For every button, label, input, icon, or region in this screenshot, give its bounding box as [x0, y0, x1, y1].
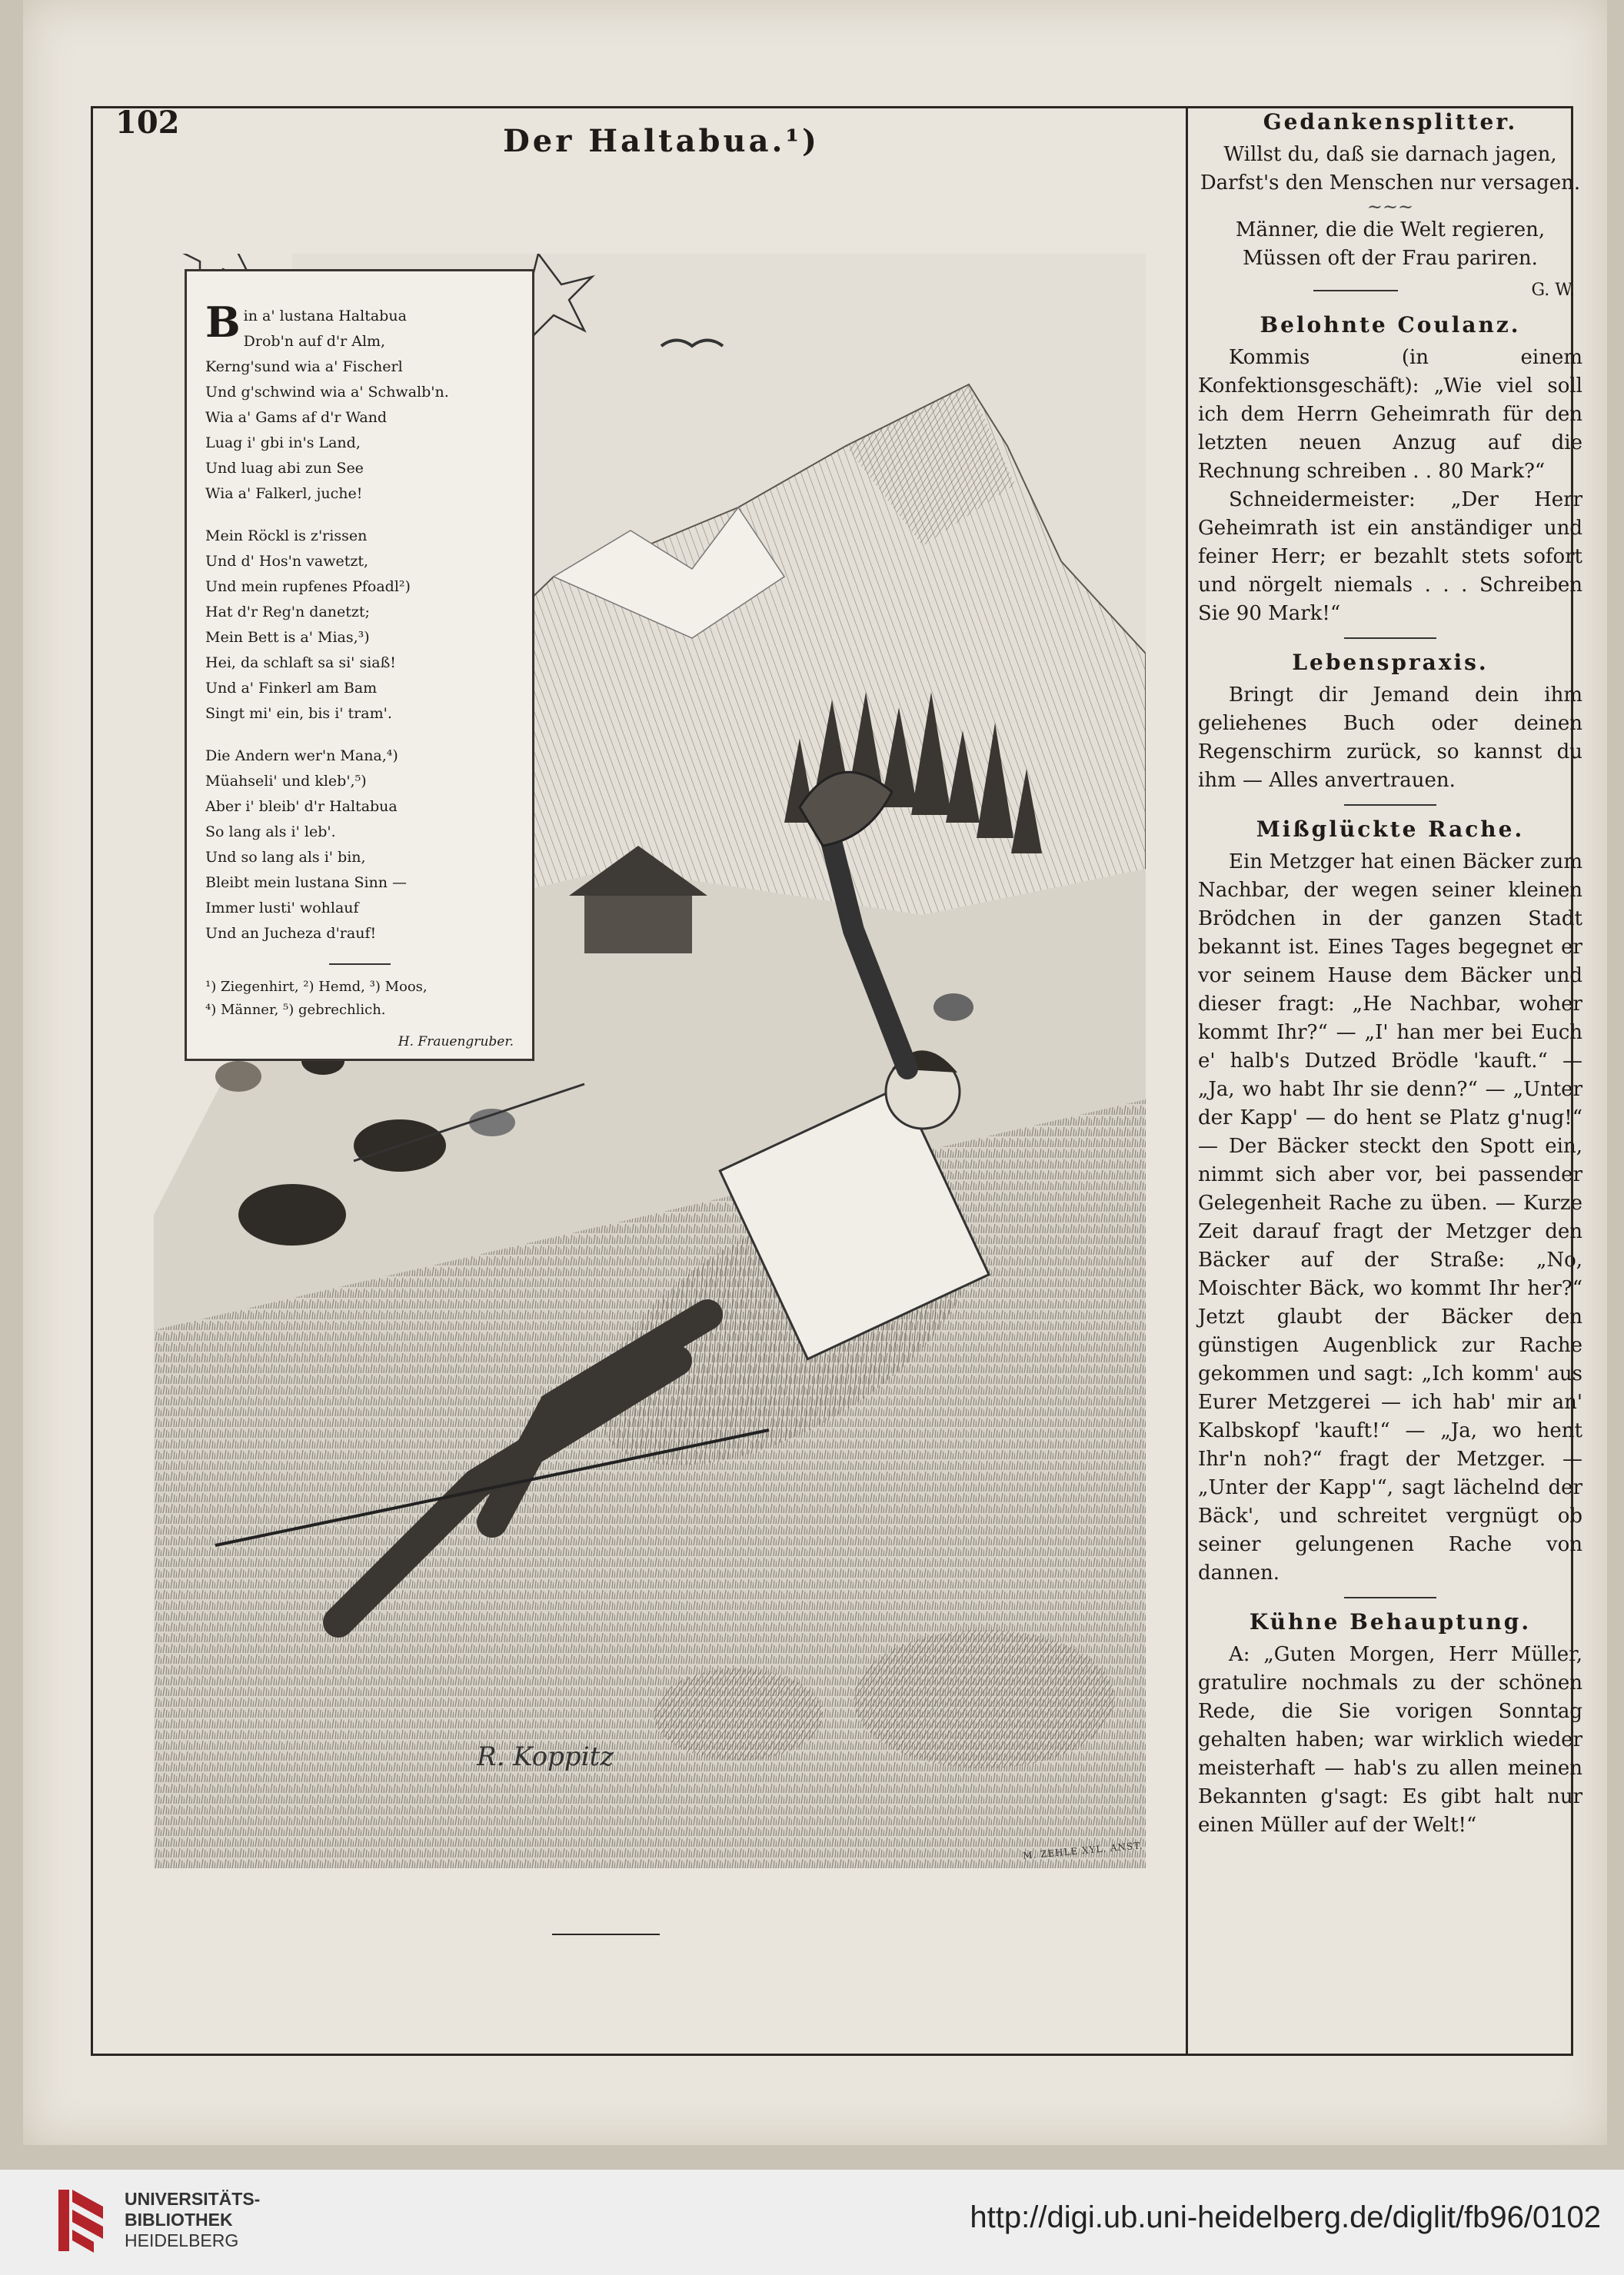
poem-line: Und an Jucheza d'rauf! [205, 925, 377, 942]
logo-line: HEIDELBERG [125, 2230, 239, 2250]
logo-line: UNIVERSITÄTS- [125, 2189, 261, 2209]
poem-stanza-1 [205, 298, 514, 507]
poem-line: Und a' Finkerl am Bam [205, 680, 378, 697]
poem-line: Drob'n auf d'r Alm, [243, 333, 386, 350]
aphorism-line: Willst du, daß sie darnach jagen, [1223, 143, 1557, 166]
source-url-link[interactable]: http://digi.ub.uni-heidelberg.de/diglit/fb96/0102 [970, 2200, 1601, 2234]
poem-line: Bleibt mein lustana Sinn — [205, 874, 408, 891]
aphorism-line: Darfst's den Menschen nur versagen. [1200, 171, 1581, 195]
poem-line: Und d' Hos'n vawetzt, [205, 553, 369, 570]
section-divider [1344, 804, 1436, 806]
poem-line: Mein Röckl is z'rissen [205, 527, 368, 544]
poem-author: H. Frauengruber. [398, 1034, 514, 1049]
poem-dropcap: B [205, 298, 241, 347]
aphorism-line: Männer, die die Welt regieren, [1235, 218, 1546, 241]
section-title-belohnte-coulanz: Belohnte Coulanz. [1260, 312, 1521, 338]
poem-line: Singt mi' ein, bis i' tram'. [205, 705, 392, 722]
poem-line: Mein Bett is a' Mias,³) [205, 629, 370, 646]
poem-line: in a' lustana Haltabua [243, 308, 407, 324]
section-paragraph: Ein Metzger hat einen Bäcker zum Nachbar, der wegen seiner kleinen Brödchen in der ganzen Stadt bekannt ist. Eines Tages begegnet er vor seinem Hause dem Bäcker und dieser fragt: „He Nachbar, woher kommt Ihr?“ — „I' han mer bei Euch e' halb's Dutzed Brödle 'kauft.“ — „Ja, wo habt Ihr sie denn?“ — „Unter der Kapp' — do hent se Platz g'nug!“ — Der Bäcker steckt den Spott ein, nimmt sich aber vor, bei passender Gelegenheit Rache zu üben. — Kurze Zeit darauf fragt der Metzger den Bäcker auf der Straße: „No, Moischter Bäck, wo kommt Ihr her?“ Jetzt glaubt der Bäcker den günstigen Augenblick zur Rache gekommen und sagt: „Ich komm' aus Eurer Metzgerei — ich hab' mir an' Kalbskopf 'kauft!“ — „Ja, wo hent Ihr'n noh?“ fragt der Metzger. — „Unter der Kapp'“, sagt lächelnd der Bäck', und schreitet vergnügt ob seiner gelungenen Rache von dannen. [1198, 850, 1582, 1585]
section-paragraph: Schneidermeister: „Der Herr Geheimrath ist ein anständiger und feiner Herr; er bezahlt stets sofort und nörgelt niemals . . . Schreiben Sie 90 Mark!“ [1198, 488, 1582, 625]
footnote-line: ¹) Ziegenhirt, ²) Hemd, ³) Moos, [205, 979, 428, 995]
footnote-line: ⁴) Männer, ⁵) gebrechlich. [205, 1002, 386, 1018]
section-title-gedankensplitter: Gedankensplitter. [1263, 109, 1518, 135]
poem-line: Und g'schwind wia a' Schwalb'n. [205, 384, 449, 401]
library-logo-text[interactable] [125, 2189, 260, 2251]
page-title: Der Haltabua.¹) [503, 123, 820, 159]
poem-line: So lang als i' leb'. [205, 823, 336, 840]
section-paragraph: A: „Guten Morgen, Herr Müller, gratulire nochmals zu der schönen Rede, die Sie vorigen Sonntag gehalten haben; war wirklich wieder meisterhaft — hab's zu allen meinen Bekannten g'sagt: Es gibt halt nur einen Müller auf der Welt!“ [1198, 1643, 1582, 1837]
poem-line: Und mein rupfenes Pfoadl²) [205, 578, 411, 595]
section-paragraph: Bringt dir Jemand dein ihm geliehenes Buch oder deinen Regenschirm zurück, so kannst du ihm — Alles anvertrauen. [1198, 683, 1582, 792]
column-rule [1186, 106, 1188, 2056]
poem-divider [329, 963, 391, 965]
poem-stanza-2 [205, 524, 514, 727]
logo-line: BIBLIOTHEK [125, 2210, 233, 2230]
poem-line: Die Andern wer'n Mana,⁴) [205, 747, 398, 764]
poem-stanza-3 [205, 743, 514, 946]
poem-line: Und luag abi zun See [205, 460, 364, 477]
engraver-credit: M. ZEHLE XYL. ANST. [1022, 1840, 1143, 1861]
section-divider [1344, 1597, 1436, 1598]
poem-line: Hei, da schlaft sa si' siaß! [205, 654, 396, 671]
poem-line: Immer lusti' wohlauf [205, 900, 359, 916]
right-column [1198, 108, 1582, 1840]
poem-line: Kerng'sund wia a' Fischerl [205, 358, 403, 375]
poem-line: Wia a' Gams af d'r Wand [205, 409, 388, 426]
page-number: 102 [115, 105, 180, 141]
aphorism-signature: G. W. [1531, 281, 1575, 300]
poem-line: Müahseli' und kleb',⁵) [205, 773, 367, 790]
poem-line: Luag i' gbi in's Land, [205, 434, 361, 451]
aphorism-line: Müssen oft der Frau pariren. [1243, 247, 1538, 270]
poem-line: Aber i' bleib' d'r Haltabua [205, 798, 398, 815]
poem-footnotes [205, 976, 514, 1022]
poem-box [185, 269, 534, 1061]
bottom-rule [552, 1934, 660, 1935]
section-divider [1344, 637, 1436, 639]
section-divider [1313, 290, 1398, 291]
section-title-missglueckte-rache: Mißglückte Rache. [1256, 817, 1525, 842]
section-title-lebenspraxis: Lebenspraxis. [1292, 650, 1489, 675]
poem-line: Wia a' Falkerl, juche! [205, 485, 363, 502]
library-logo-icon[interactable] [55, 2184, 106, 2257]
artist-signature: R. Koppitz [477, 1741, 614, 1772]
aphorism-signature-row [1198, 276, 1582, 304]
section-title-kuehne-behauptung: Kühne Behauptung. [1249, 1609, 1532, 1635]
poem-line: Hat d'r Reg'n danetzt; [205, 604, 370, 620]
section-paragraph: Kommis (in einem Konfektionsgeschäft): „Wie viel soll ich dem Herrn Geheimrath für den letzten neuen Anzug auf die Rechnung schreiben . . 80 Mark?“ [1198, 346, 1582, 483]
poem-line: Und so lang als i' bin, [205, 849, 366, 866]
tilde-divider: ~~~ [1366, 196, 1414, 218]
